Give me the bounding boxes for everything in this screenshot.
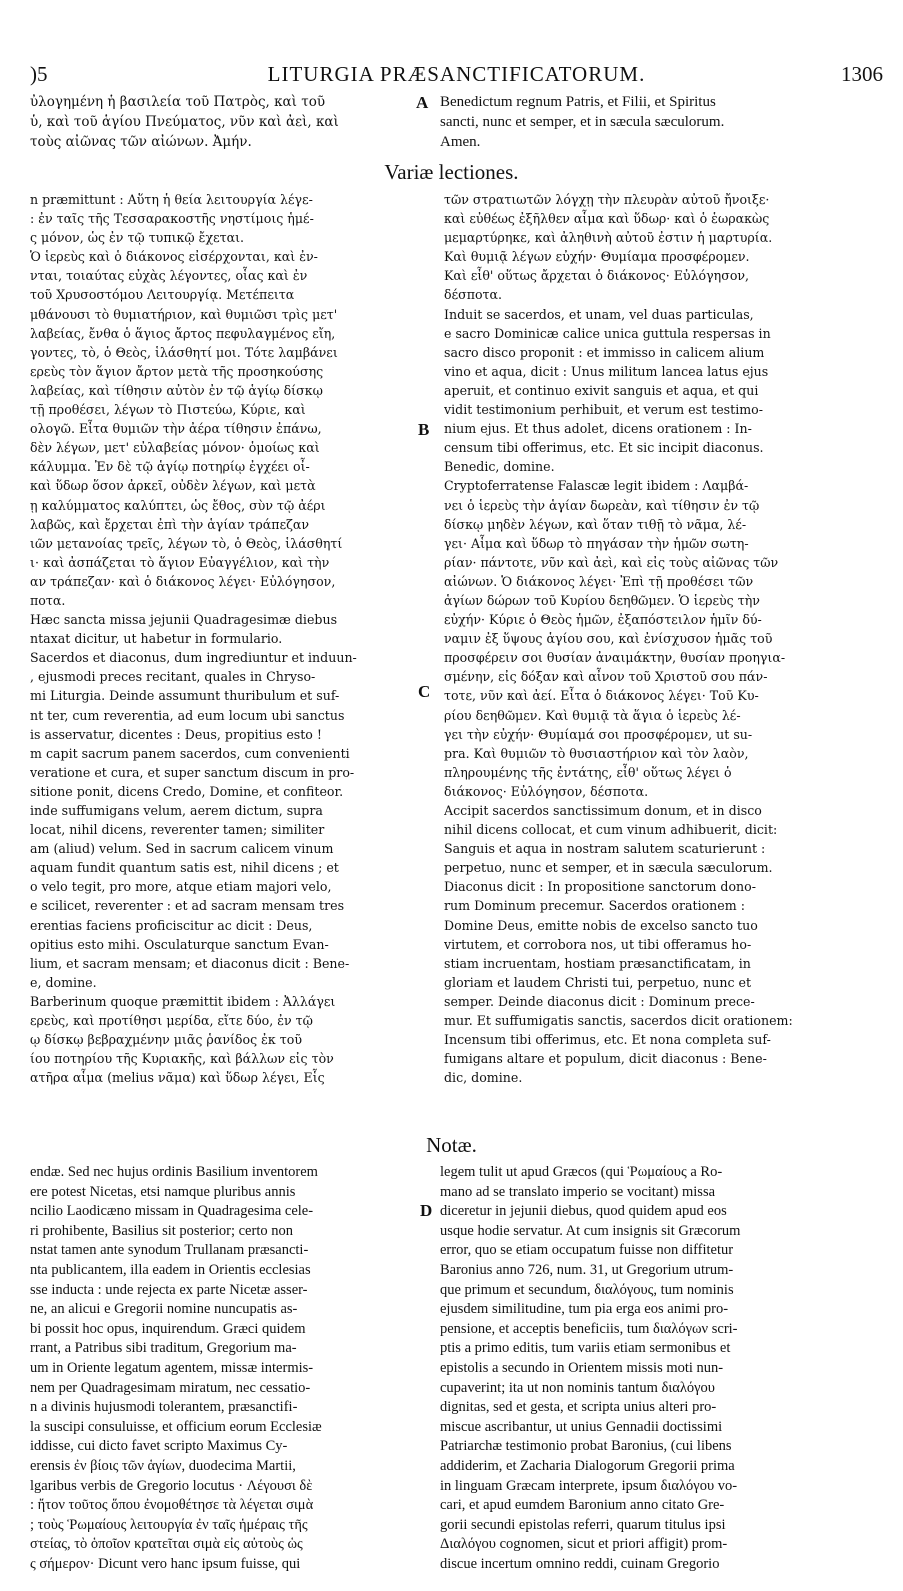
variae-line: m capit sacrum panem sacerdos, cum convenienti <box>30 745 350 761</box>
variae-line: τοτε, νῦν καὶ ἀεί. Εἶτα ὁ διάκονος λέγει· Τοῦ Κυ- <box>444 688 759 704</box>
variae-line: δέσποτα. <box>444 287 503 303</box>
variae-line: γει· Αἷμα καὶ ὕδωρ τὸ πηγάσαν τὴν ἡμῶν σωτη- <box>444 535 749 551</box>
variae-line: am (aliud) velum. Sed in sacrum calicem vinum <box>30 841 334 857</box>
variae-line: Domine Deus, emitte nobis de excelso sancto tuo <box>444 917 758 933</box>
variae-line: μεμαρτύρηκε, καὶ ἀληθινὴ αὐτοῦ ἐστιν ἡ μαρτυρία. <box>444 230 773 246</box>
greek-text-line: ὑ, καὶ τοῦ ἁγίου Πνεύματος, νῦν καὶ ἀεὶ, καὶ <box>30 114 339 130</box>
variae-line: Accipit sacerdos sanctissimum donum, et in disco <box>444 803 762 818</box>
variae-line: vidit testimonium perhibuit, et verum est testimo- <box>444 402 764 418</box>
variae-line: λαβείας, καὶ τίθησιν αὐτὸν ἐν τῷ ἁγίῳ δίσκῳ <box>30 382 323 398</box>
variae-line: Benedic, domine. <box>444 459 555 475</box>
variae-line: Cryptoferratense Falascæ legit ibidem : Λαμβά- <box>444 478 749 494</box>
variae-line: nt ter, cum reverentia, ad eum locum ubi sanctus <box>30 707 345 723</box>
variae-line: νει ὁ ἱερεὺς τὴν ἁγίαν δωρεὰν, καὶ τίθησιν ἐν τῷ <box>444 497 760 513</box>
notae-line: ncilio Laodicæno missam in Quadragesima cele- <box>30 1203 314 1220</box>
notae-line: la suscipi consuluisse, et officium eorum Ecclesiæ <box>30 1418 322 1435</box>
notae-line: epistolis a secundo in Orientem missis moti nun- <box>440 1359 724 1376</box>
variae-line: ιῶν μετανοίας τρεῖς, λέγων τὸ, ὁ Θεὸς, ἱλάσθητί <box>30 535 343 551</box>
variae-line: gloriam et laudem Christi tui, perpetuo, nunc et <box>444 974 752 990</box>
notae-line: legem tulit ut apud Græcos (qui Ῥωμαίους a Ro- <box>440 1164 723 1180</box>
notae-right-column <box>440 1163 886 1574</box>
variae-line: Ὁ ἱερεὺς καὶ ὁ διάκονος εἰσέρχονται, καὶ ἐν- <box>30 249 318 265</box>
variae-line: opitius esto mihi. Osculaturque sanctum Evan- <box>30 936 329 952</box>
variae-line: , ejusmodi preces recitant, quales in Chryso- <box>30 669 316 685</box>
notae-line: miscue ascribantur, ut unius Gennadii doctissimi <box>440 1418 723 1435</box>
variae-line: τοῦ Χρυσοστόμου Λειτουργίᾳ. Μετέπειτα <box>30 287 295 303</box>
variae-line: perpetuo, nunc et semper, et in sæcula sæculorum. <box>444 860 773 876</box>
notae-line: gorii secundi epistolas referri, quarum titulus ipsi <box>440 1516 726 1533</box>
variae-line: lium, et sacram mensam; et diaconus dicit : Bene- <box>30 955 350 971</box>
variae-line: Diaconus dicit : In propositione sanctorum dono- <box>444 879 757 895</box>
variae-line: semper. Deinde diaconus dicit : Dominum prece- <box>444 993 755 1009</box>
notae-heading: Notæ. <box>426 1133 477 1157</box>
notae-line: iddisse, cui dicto favet scripto Maximus Cy- <box>30 1438 288 1455</box>
notae-line: ; τοὺς Ῥωμαίους λειτουργία ἐν ταῖς ἡμέραις τῆς <box>30 1516 308 1533</box>
variae-line: προσφέρειν σοι θυσίαν ἀναιμάκτην, θυσίαν προηγια- <box>444 650 786 666</box>
latin-text-line: Amen. <box>440 134 481 150</box>
variae-line: ἁγίων δώρων τοῦ Κυρίου δεηθῶμεν. Ὁ ἱερεὺς τὴν <box>444 592 760 608</box>
greek-text-line: ὐλογημένη ἡ βασιλεία τοῦ Πατρὸς, καὶ τοῦ <box>30 94 326 110</box>
variae-line: Incensum tibi offerimus, etc. Et nona completa suf- <box>444 1032 771 1048</box>
variae-line: aquam fundit quantum satis est, nihil dicens ; et <box>30 860 339 876</box>
notae-line: lgaribus verbis de Gregorio locutus · Λέγουσι δὲ <box>30 1477 313 1494</box>
variae-line: Induit se sacerdos, et unam, vel duas particulas, <box>444 306 754 322</box>
notae-line: discue incertum omnino reddi, cuinam Gregorio <box>440 1555 720 1572</box>
variae-line: aperuit, et continuo exivit sanguis et aqua, et qui <box>444 382 759 398</box>
variae-line: virtutem, et corrobora nos, ut tibi offeramus ho- <box>444 936 752 952</box>
notae-line: error, quo se etiam occupatum fuisse non diffitetur <box>440 1242 734 1259</box>
notae-line: nem per Quadragesimam miratum, nec cessatio- <box>30 1379 311 1396</box>
notae-line: usque hodie servatur. At cum insignis sit Græcorum <box>440 1222 741 1239</box>
notae-left-column <box>30 1163 422 1574</box>
variae-line: λαβῶς, καὶ ἔρχεται ἐπὶ τὴν ἁγίαν τράπεζαν <box>30 516 310 532</box>
variae-line: ρίου δεηθῶμεν. Καὶ θυμιᾷ τὰ ἅγια ὁ ἱερεὺς λέ- <box>444 707 741 723</box>
variae-line: κάλυμμα. Ἐν δὲ τῷ ἁγίῳ ποτηρίῳ ἐγχέει οἶ- <box>30 459 310 475</box>
variae-line: Hæc sancta missa jejunii Quadragesimæ diebus <box>30 612 338 628</box>
variae-line: καὶ ὕδωρ ὅσον ἀρκεῖ, οὐδὲν λέγων, καὶ μετὰ <box>30 478 316 494</box>
variae-line: ολογῶ. Εἶτα θυμιῶν τὴν ἀέρα τίθησιν ἐπάνω, <box>30 421 322 437</box>
variae-line: καὶ εὐθέως ἐξῆλθεν αἷμα καὶ ὕδωρ· καὶ ὁ ἑωρακὼς <box>444 211 770 227</box>
notae-line: mano ad se translato imperio se vocitant) missa <box>440 1183 716 1200</box>
variae-line: pra. Καὶ θυμιῶν τὸ θυσιαστήριον καὶ τὸν λαὸν, <box>444 745 749 761</box>
variae-line: mur. Et suffumigatis sanctis, sacerdos dicit orationem: <box>444 1013 793 1029</box>
variae-line: ι· καὶ ἀσπάζεται τὸ ἅγιον Εὐαγγέλιον, καὶ τὴν <box>30 554 330 570</box>
variae-line: fumigans altare et populum, dicit diaconus : Bene- <box>444 1051 767 1067</box>
variae-line: ρίαν· πάντοτε, νῦν καὶ ἀεὶ, καὶ εἰς τοὺς αἰῶνας τῶν <box>444 554 779 570</box>
variae-line: o velo tegit, pro more, atque etiam majori velo, <box>30 879 332 895</box>
variae-line: e scilicet, reverenter : et ad sacram mensam tres <box>30 898 345 914</box>
variae-line: sitione ponit, dicens Credo, Domine, et confiteor. <box>30 783 344 799</box>
margin-letter-b: B <box>418 420 430 439</box>
notae-line: cari, et apud eumdem Baronium anno citato Gre- <box>440 1497 725 1514</box>
left-page-number: )5 <box>30 62 48 86</box>
notae-line: Διαλόγου cognomen, sicut et priori affigit) prom- <box>440 1536 728 1553</box>
notae-line: que primum et secundum, διαλόγους, tum nominis <box>440 1281 734 1298</box>
variae-line: εὐχήν· Κύριε ὁ Θεὸς ἡμῶν, ἐξαπόστειλον ἡμῖν δύ- <box>444 612 762 628</box>
notae-line: in linguam Græcam interprete, ipsum διαλόγου vo- <box>440 1477 738 1494</box>
notae-line: ejusdem similitudine, tum pia erga eos animi pro- <box>440 1301 729 1318</box>
variae-line: αἰώνων. Ὁ διάκονος λέγει· Ἐπὶ τῇ προθέσει τῶν <box>444 573 754 589</box>
notae-line: ri prohibente, Basilius sit posterior; certo non <box>30 1222 293 1239</box>
variae-line: Καὶ εἶθ' οὕτως ἄρχεται ὁ διάκονος· Εὐλόγησον, <box>444 268 750 284</box>
variae-line: sacro disco proponit : et immisso in calicem alium <box>444 344 765 360</box>
variae-line: is asservatur, dicentes : Deus, propitius esto ! <box>30 726 322 742</box>
variae-line: νται, τοιαύτας εὐχὰς λέγοντες, οἷας καὶ ἐν <box>30 268 308 284</box>
notae-line: ς σήμερον· Dicunt vero hanc ipsum fuisse, qui <box>30 1555 301 1572</box>
variae-line: ῃ καλύμματος καλύπτει, ὡς ἔθος, σὺν τῷ ἀέρι <box>30 497 326 513</box>
variae-line: τῶν στρατιωτῶν λόγχῃ τὴν πλευρὰν αὐτοῦ ἤνοιξε· <box>444 192 770 207</box>
greek-text-line: τοὺς αἰῶνας τῶν αἰώνων. Ἀμήν. <box>30 134 252 150</box>
notae-line: n a divinis hujusmodi tolerantem, præsanctifi- <box>30 1399 298 1416</box>
variae-line: e sacro Dominicæ calice unica guttula respersas in <box>444 325 771 341</box>
notae-line: addiderim, et Zacharia Dialogorum Gregorii prima <box>440 1457 735 1474</box>
notae-line: pensione, et acceptis beneficiis, tum διαλόγων scri- <box>440 1320 738 1337</box>
variae-right-column <box>444 190 886 1087</box>
variae-line: vino et aqua, dicit : Unus militum lancea latus ejus <box>444 363 769 379</box>
variae-left-column <box>30 190 432 1087</box>
variae-line: τῇ προθέσει, λέγων τὸ Πιστεύω, Κύριε, καὶ <box>30 402 306 418</box>
variae-line: γει τὴν εὐχήν· Θυμίαμά σοι προσφέρομεν, ut su- <box>444 726 753 742</box>
variae-line: inde suffumigans velum, aerem dictum, supra <box>30 803 323 818</box>
notae-line: um in Oriente legatum agentem, missæ intermis- <box>30 1359 314 1376</box>
variae-line: nihil dicens collocat, et cum vinum adhibuerit, dicit: <box>444 822 778 838</box>
variae-line: rum Dominum precemur. Sacerdos orationem : <box>444 898 745 914</box>
variae-line: ερεὺς, καὶ προτίθησι μερίδα, εἴτε δύο, ἐν τῷ <box>30 1013 313 1029</box>
variae-line: n præmittunt : Αὕτη ἡ θεία λειτουργία λέγε- <box>30 192 313 207</box>
notae-line: ere potest Nicetas, etsi namque pluribus annis <box>30 1183 296 1200</box>
notae-line: erensis ἐν βίοις τῶν ἁγίων, duodecima Martii, <box>30 1457 296 1474</box>
variae-line: e, domine. <box>30 974 97 990</box>
notae-line: nstat tamen ante synodum Trullanam præsancti- <box>30 1242 309 1259</box>
variae-line: ntaxat dicitur, ut habetur in formulario. <box>30 631 283 647</box>
variae-line: ποτα. <box>30 592 66 608</box>
notae-line: ptis a primo editis, tum variis etiam sermonibus et <box>440 1340 731 1357</box>
variae-line: αν τράπεζαν· καὶ ὁ διάκονος λέγει· Εὐλόγησον, <box>30 573 336 589</box>
margin-letter-a: A <box>416 93 429 112</box>
running-title: LITURGIA PRÆSANCTIFICATORUM. <box>267 62 646 86</box>
variae-line: Καὶ θυμιᾷ λέγων εὐχήν· Θυμίαμα προσφέρομεν. <box>444 249 750 265</box>
margin-letter-d: D <box>420 1201 433 1220</box>
latin-text-line: Benedictum regnum Patris, et Filii, et Spiritus <box>440 94 716 110</box>
notae-line: στείας, τὸ ὁποῖον κρατεῖται σιμὰ εἰς αὐτοὺς ὡς <box>30 1536 303 1553</box>
variae-line: veratione et cura, et super sanctum discum in pro- <box>30 764 355 780</box>
variae-line: : ἐν ταῖς τῆς Τεσσαρακοστῆς νηστίμοις ἡμέ- <box>30 211 314 227</box>
notae-line: rrant, a Patribus sibi traditum, Gregorium ma- <box>30 1340 297 1357</box>
notae-line: sse inducta : unde rejecta ex parte Nicetæ asser- <box>30 1281 308 1298</box>
variae-line: locat, nihil dicens, reverenter tamen; similiter <box>30 822 325 838</box>
notae-line: bi possit hoc opus, inquirendum. Græci quidem <box>30 1320 306 1337</box>
variae-line: stiam incruentam, hostiam præsanctificatam, in <box>444 955 751 971</box>
variae-line: ς μόνον, ὡς ἐν τῷ τυπικῷ ἔχεται. <box>30 230 245 246</box>
variae-line: πληρουμένης τῆς ἐντάτης, εἶθ' οὕτως λέγει ὁ <box>444 764 732 780</box>
variae-line: ῳ δίσκῳ βεβραχμένην μιᾶς ῥανίδος ἐκ τοῦ <box>30 1032 302 1048</box>
variae-line: μθάνουσι τὸ θυμιατήριον, καὶ θυμιῶσι τρὶς μετ' <box>30 306 338 322</box>
margin-letter-c: C <box>418 682 431 701</box>
variae-line: δίσκῳ μηδὲν λέγων, καὶ ὅταν τιθῇ τὸ νᾶμα, λέ- <box>444 516 747 532</box>
notae-line: ne, an alicui e Gregorii nomine nuncupatis as- <box>30 1301 298 1318</box>
right-page-number: 1306 <box>841 62 883 86</box>
notae-line: dignitas, sed et gesta, et scripta unius alteri pro- <box>440 1399 717 1416</box>
variae-line: λαβείας, ἔνθα ὁ ἅγιος ἄρτος πεφυλαγμένος εἴη, <box>30 325 336 341</box>
variae-line: mi Liturgia. Deinde assumunt thuribulum et suf- <box>30 688 340 704</box>
notae-line: cupaverint; ita ut non nominis tantum διαλόγου <box>440 1379 715 1396</box>
variae-line: Sacerdos et diaconus, dum ingrediuntur et induun- <box>30 650 357 666</box>
variae-line: ατῆρα αἷμα (melius νᾶμα) καὶ ὕδωρ λέγει, Εἷς <box>30 1070 325 1086</box>
running-header <box>30 62 883 88</box>
variae-line: nium ejus. Et thus adolet, dicens orationem : In- <box>444 421 752 437</box>
notae-line: : ἤτον τοῦτος ὅπου ἐνομοθέτησε τὰ λέγεται σιμὰ <box>30 1497 314 1514</box>
variae-line: γοντες, τὸ, ὁ Θεὸς, ἱλάσθητί μοι. Τότε λαμβάνει <box>30 344 338 360</box>
variae-heading: Variæ lectiones. <box>384 160 519 184</box>
variae-line: διάκονος· Εὐλόγησον, δέσποτα. <box>444 783 649 799</box>
notae-line: diceretur in jejunii diebus, quod quidem apud eos <box>440 1203 727 1220</box>
variae-line: Sanguis et aqua in nostram salutem scaturierunt : <box>444 841 766 857</box>
notae-line: Baronius anno 726, num. 31, ut Gregorium utrum- <box>440 1261 734 1278</box>
variae-line: erentias faciens proficiscitur ac dicit : Deus, <box>30 917 313 933</box>
notae-line: endæ. Sed nec hujus ordinis Basilium inventorem <box>30 1164 318 1180</box>
variae-line: dic, domine. <box>444 1070 523 1086</box>
variae-line: σμένην, εἰς δόξαν καὶ αἶνον τοῦ Χριστοῦ σου πάν- <box>444 669 768 685</box>
variae-line: δὲν λέγων, μετ' εὐλαβείας μόνον· ὁμοίως καὶ <box>30 440 320 456</box>
variae-line: ναμιν ἐξ ὕψους ἁγίου σου, καὶ ἐνίσχυσον ἡμᾶς τοῦ <box>444 631 773 647</box>
variae-line: Barberinum quoque præmittit ibidem : Ἀλλάγει <box>30 993 336 1009</box>
top-latin-column <box>440 92 885 152</box>
variae-line: ίου ποτηρίου τῆς Κυριακῆς, καὶ βάλλων εἰς τὸν <box>30 1051 334 1067</box>
notae-line: nta publicantem, illa eadem in Orientis ecclesias <box>30 1261 311 1278</box>
variae-line: censum tibi offerimus, etc. Et sic incipit diaconus. <box>444 440 764 456</box>
top-greek-column <box>30 92 422 152</box>
notae-line: Patriarchæ testimonio probat Baronius, (cui libens <box>440 1438 732 1455</box>
latin-text-line: sancti, nunc et semper, et in sæcula sæculorum. <box>440 114 725 130</box>
variae-line: ερεὺς τὸν ἅγιον ἄρτον μετὰ τῆς προσηκούσης <box>30 363 324 379</box>
